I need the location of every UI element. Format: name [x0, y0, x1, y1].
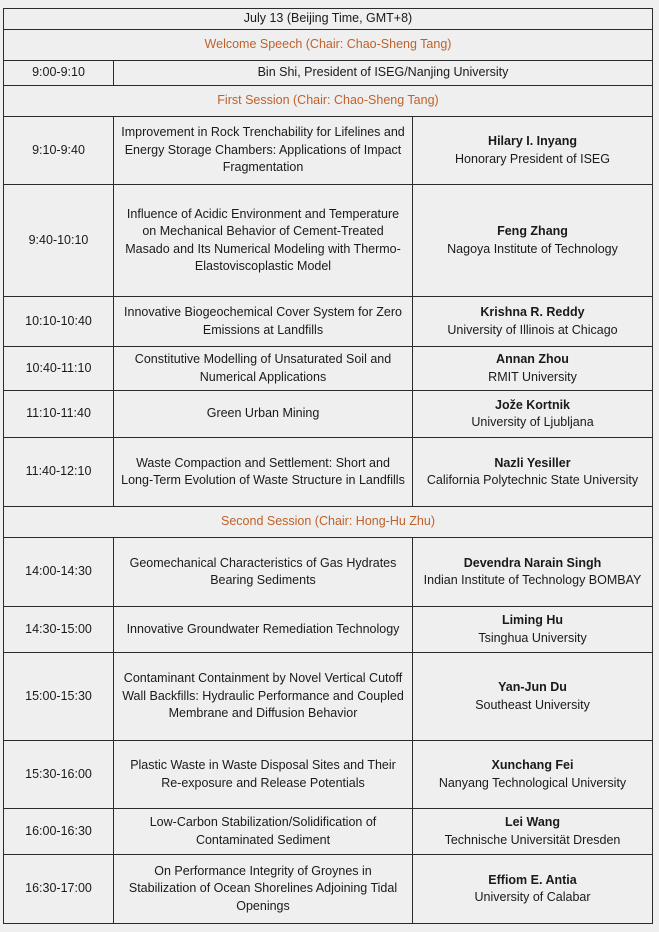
talk-title: Waste Compaction and Settlement: Short and Long-Term Evolution of Waste Structure in Landfills: [114, 438, 413, 507]
talk-title: Green Urban Mining: [114, 391, 413, 438]
talk-row: [4, 297, 653, 347]
time-slot: 9:10-9:40: [4, 117, 114, 185]
welcome-speaker: Bin Shi, President of ISEG/Nanjing University: [114, 61, 653, 86]
speaker-name: Effiom E. Antia: [488, 872, 577, 887]
talk-row: [4, 855, 653, 924]
talk-title: Influence of Acidic Environment and Temperature on Mechanical Behavior of Cement-Treated Masado and Its Numerical Modeling with Thermo-Elastoviscoplastic Model: [114, 185, 413, 297]
speaker-name: Nazli Yesiller: [494, 455, 571, 470]
time-slot: 16:00-16:30: [4, 809, 114, 855]
speaker-cell: [413, 438, 653, 507]
speaker-affiliation: Southeast University: [475, 697, 590, 712]
time-slot: 11:40-12:10: [4, 438, 114, 507]
session-header-row: [4, 30, 653, 61]
talk-title: On Performance Integrity of Groynes in Stabilization of Ocean Shorelines Adjoining Tidal Openings: [114, 855, 413, 924]
time-slot: 16:30-17:00: [4, 855, 114, 924]
session-heading: Second Session (Chair: Hong-Hu Zhu): [4, 507, 653, 538]
talk-row: [4, 117, 653, 185]
speaker-affiliation: Indian Institute of Technology BOMBAY: [423, 573, 642, 587]
speaker-name: Xunchang Fei: [491, 758, 574, 772]
talk-title: Low-Carbon Stabilization/Solidification of Contaminated Sediment: [114, 809, 413, 855]
speaker-name: Lei Wang: [504, 815, 561, 829]
speaker-name: Krishna R. Reddy: [480, 305, 585, 319]
time-slot: 10:40-11:10: [4, 347, 114, 391]
time-slot: 15:00-15:30: [4, 653, 114, 741]
speaker-name: Hilary I. Inyang: [488, 134, 577, 148]
talk-title: Plastic Waste in Waste Disposal Sites and Their Re-exposure and Release Potentials: [114, 741, 413, 809]
session-heading: First Session (Chair: Chao-Sheng Tang): [4, 86, 653, 117]
session-header-row: [4, 507, 653, 538]
speaker-cell: [413, 855, 653, 924]
speaker-cell: [413, 185, 653, 297]
talk-row: [4, 185, 653, 297]
speaker-name: Liming Hu: [501, 613, 564, 627]
speaker-cell: [413, 809, 653, 855]
speaker-cell: [413, 538, 653, 607]
speaker-affiliation: Nagoya Institute of Technology: [447, 241, 618, 256]
talk-row: [4, 607, 653, 653]
speaker-affiliation: RMIT University: [488, 369, 577, 384]
speaker-affiliation: Tsinghua University: [478, 630, 587, 645]
speaker-affiliation: University of Illinois at Chicago: [447, 322, 618, 337]
day-header: July 13 (Beijing Time, GMT+8): [4, 9, 653, 30]
welcome-row: [4, 61, 653, 86]
talk-row: [4, 347, 653, 391]
time-slot: 10:10-10:40: [4, 297, 114, 347]
schedule-table: [3, 8, 653, 924]
talk-title: Innovative Groundwater Remediation Technology: [114, 607, 413, 653]
time-slot: 14:30-15:00: [4, 607, 114, 653]
speaker-affiliation: Technische Universität Dresden: [444, 832, 621, 847]
speaker-cell: [413, 391, 653, 438]
time-slot: 9:40-10:10: [4, 185, 114, 297]
speaker-affiliation: Nanyang Technological University: [438, 775, 627, 790]
speaker-cell: [413, 741, 653, 809]
time-slot: 9:00-9:10: [4, 61, 114, 86]
speaker-cell: [413, 297, 653, 347]
talk-row: [4, 391, 653, 438]
speaker-name: Yan-Jun Du: [498, 680, 567, 694]
time-slot: 11:10-11:40: [4, 391, 114, 438]
speaker-affiliation: California Polytechnic State University: [426, 473, 639, 487]
session-header-row: [4, 86, 653, 117]
speaker-cell: [413, 347, 653, 391]
speaker-name: Annan Zhou: [496, 352, 569, 366]
talk-row: [4, 438, 653, 507]
speaker-affiliation: Honorary President of ISEG: [455, 151, 610, 166]
speaker-name: Jože Kortnik: [495, 397, 571, 412]
talk-title: Constitutive Modelling of Unsaturated Soil and Numerical Applications: [114, 347, 413, 391]
speaker-name: Devendra Narain Singh: [463, 555, 602, 570]
talk-title: Contaminant Containment by Novel Vertical Cutoff Wall Backfills: Hydraulic Performance and Coupled Membrane and Diffusion Behavior: [114, 653, 413, 741]
time-slot: 15:30-16:00: [4, 741, 114, 809]
talk-row: [4, 741, 653, 809]
talk-row: [4, 809, 653, 855]
talk-row: [4, 538, 653, 607]
time-slot: 14:00-14:30: [4, 538, 114, 607]
session-heading: Welcome Speech (Chair: Chao-Sheng Tang): [4, 30, 653, 61]
talk-title: Innovative Biogeochemical Cover System for Zero Emissions at Landfills: [114, 297, 413, 347]
speaker-affiliation: University of Calabar: [474, 890, 591, 904]
talk-title: Improvement in Rock Trenchability for Lifelines and Energy Storage Chambers: Applications of Impact Fragmentation: [114, 117, 413, 185]
speaker-cell: [413, 607, 653, 653]
talk-title: Geomechanical Characteristics of Gas Hydrates Bearing Sediments: [114, 538, 413, 607]
speaker-cell: [413, 117, 653, 185]
talk-row: [4, 653, 653, 741]
day-header-row: [4, 9, 653, 30]
speaker-affiliation: University of Ljubljana: [471, 415, 594, 429]
speaker-cell: [413, 653, 653, 741]
speaker-name: Feng Zhang: [497, 224, 568, 238]
